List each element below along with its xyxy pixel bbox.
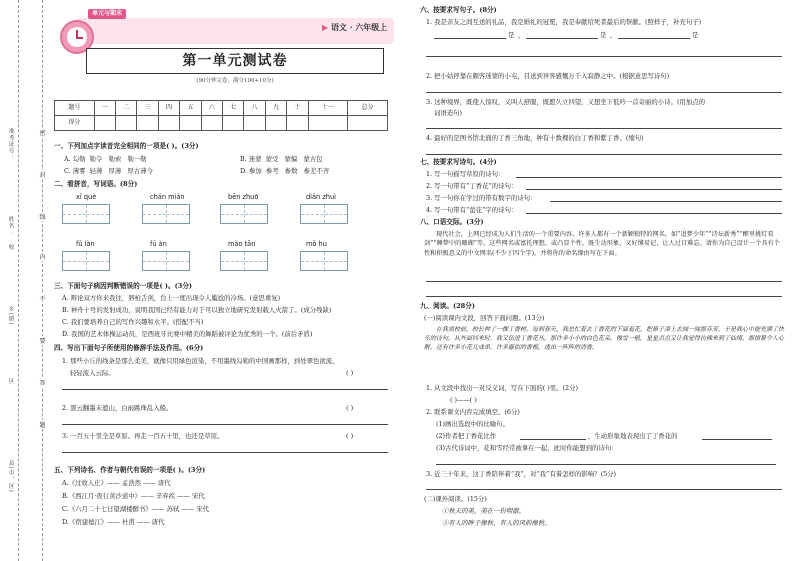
q2-title: 二、看拼音，写词语。(8分) (54, 180, 138, 188)
answer-line[interactable] (526, 38, 598, 39)
q1-option-b[interactable]: B. 迷蒙 蒙受 蒙骗 蒙古包 (240, 155, 323, 163)
q4-item-1: 1. 那些小丘的线条是那么柔美，就像只用绿色渲染，不用墨线勾勒的中国画那样，到处翠色欲流， (62, 357, 339, 365)
answer-line[interactable] (618, 38, 690, 39)
q1-option-d[interactable]: D. 参加 参考 参数 参差不齐 (240, 167, 330, 175)
q4-item-1-cont: 轻轻流入云际。 (70, 369, 115, 377)
pinyin-label: chán mián (150, 193, 185, 201)
q9-part2: (二)课外阅读。(15分) (424, 495, 487, 503)
answer-line[interactable] (550, 201, 782, 202)
q9-title: 九、阅读。(28分) (420, 302, 475, 310)
answer-line[interactable] (526, 189, 782, 190)
answer-line[interactable] (62, 389, 388, 390)
q5-option-b[interactable]: B.《西江月·夜行黄沙道中》—— 辛弃疾 —— 宋代 (62, 492, 205, 500)
answer-line[interactable] (520, 439, 586, 440)
writing-grid[interactable] (142, 204, 190, 224)
writing-grid[interactable] (62, 251, 110, 271)
score-cell: 七 (223, 101, 244, 116)
q9-question-1: 1. 从文段中找出一对反义词，写在下面的( )里。(2分) (426, 384, 579, 392)
writing-grid[interactable] (220, 204, 268, 224)
score-input-cell[interactable] (158, 116, 179, 131)
q5-title: 五、下列诗名、作者与朝代有误的一项是( )。(3分) (54, 466, 206, 474)
score-input-cell[interactable] (137, 116, 158, 131)
answer-line[interactable] (426, 489, 782, 490)
q6-word: 是 (600, 31, 607, 39)
score-input-cell[interactable] (348, 116, 388, 131)
q6-word: 是 (508, 31, 515, 39)
q7-item-3: 3. 写一句你在学过的带有数字的诗句： (426, 194, 537, 202)
answer-line[interactable] (702, 439, 772, 440)
answer-line[interactable] (426, 154, 782, 155)
q3-option-d[interactable]: D. 我国的艺术体操运动员，是西班牙比赛中精美的舞蹈被评论为优秀的一个。(前后矛盾) (62, 330, 313, 338)
answer-paren[interactable]: ( ) (346, 432, 354, 440)
q7-title: 七、按要求写诗句。(4分) (420, 158, 497, 166)
writing-grid[interactable] (62, 204, 110, 224)
q9-question-3: 3. 近三十年来，这丁香陪伴着“我”，对“我”有着怎样的影响？(5分) (426, 470, 617, 478)
score-input-cell[interactable] (180, 116, 201, 131)
binder-line (42, 0, 43, 561)
writing-grid[interactable] (142, 251, 190, 271)
q4-item-2: 2. 黑云翻墨未遮山，白雨跳珠乱入船。 (62, 404, 173, 412)
q5-option-a[interactable]: A.《过故人庄》—— 孟浩然 —— 唐代 (62, 479, 171, 487)
score-input-cell[interactable] (116, 116, 137, 131)
q1-option-c[interactable]: C. 薄雾 轻薄 厚薄 厚古薄今 (64, 167, 153, 175)
answer-paren[interactable]: ( ) (346, 404, 354, 412)
seal-char: 不 (39, 296, 46, 303)
q6-item-2: 2. 把小姑停靠在颇客迷蒙的小屯，目送到异客感慨万千入寂静之中。(根据意思写诗句) (426, 72, 670, 80)
q3-option-c[interactable]: C. 我们要培养自己的写作兴趣和水平。(搭配不当) (62, 318, 204, 326)
q5-option-d[interactable]: D.《宿建德江》—— 杜甫 —— 唐代 (62, 518, 165, 526)
unit-tag: 单元与期末 (88, 9, 126, 19)
score-header-row (55, 101, 388, 116)
seal-char: 内 (39, 254, 46, 261)
q5-option-c[interactable]: C.《六月二十七日望湖楼醉书》—— 苏轼 —— 宋代 (62, 505, 209, 513)
score-cell: 十 (287, 101, 308, 116)
binder-strip (0, 0, 50, 561)
score-input-cell[interactable] (94, 116, 115, 131)
subject-label (322, 22, 387, 33)
score-cell: 九 (265, 101, 286, 116)
seal-char: 密 (39, 130, 46, 137)
page-title: 第一单元测试卷 (86, 48, 384, 74)
score-input-cell[interactable] (223, 116, 244, 131)
answer-line[interactable] (426, 56, 782, 57)
page-subtitle: (90分钟完卷，满分100+10分) (196, 78, 274, 84)
q7-item-4: 4. 写一句带有“萤花”字的诗句： (426, 206, 518, 214)
answer-line[interactable] (526, 213, 782, 214)
score-cell: 一 (94, 101, 115, 116)
q9-antonym-blank[interactable]: ( )——( ) (450, 396, 477, 404)
q7-item-2: 2. 写一句带有“丁香花”的诗句： (426, 182, 518, 190)
q3-option-a[interactable]: A. 辩论双方你来我往，唇枪舌剑，台上一度出现令人尴尬的冷场。(意思重复) (62, 294, 281, 302)
q6-word: 是 (692, 31, 699, 39)
q9-poem-line-2: ②有人的眸子像秋，有人的风韵像秋。 (442, 519, 551, 527)
q9-passage: 在我离校前，校长种了一棵丁香树。每到春天，我总忙着去丁香花的下面看花，把鼻子凑上去闻一闻那芬芳，于是我心中便充满了快乐的诗句。从外面回来时，我又钻进丁香花丛，那许多小小的白色花朵，像雪一般，星星点点又让我觉得仿佛来到了仙境。那情景令人心醉，还有许多小花儿成串，许多藤似的香根，透出一阵阵的清香。 (424, 326, 785, 351)
q9-poem-line-1: ①秋天的美，美在一份明澈。 (442, 507, 526, 515)
pinyin-label: bēn zhuō (228, 193, 259, 201)
answer-paren[interactable]: ( ) (346, 369, 354, 377)
answer-line[interactable] (436, 464, 776, 465)
q8-text: 现代社会，上网已经成为人们生活的一个重要内容。许多人都有一个新颖独特的网名，如“追梦少年”“诗坛新秀”“醉里挑灯看剑”“睡梦中的珊瑚”等。这些网名或富托理想，或凸显个性，既生动形象，又好懂易记，让人过目难忘。请你为自己设计一个具有个性和积极意义的中文网名(不少于四个字)，并将你的命名缘由写在下面。 (424, 231, 780, 257)
q3-option-b[interactable]: B. 神舟十号的发射成功，说明我国已经有能力对于可以独立地研究发射载人火箭了。(成分残缺) (62, 306, 332, 314)
seal-char: 要 (39, 338, 46, 345)
play-icon: ▶ (322, 22, 331, 32)
q3-title: 三、下面句子病因判断错误的一项是( )。(3分) (54, 282, 193, 290)
q9-question-2: 2. 联系课文内容完成填空。(6分) (426, 408, 520, 416)
score-value-row (55, 116, 388, 131)
answer-line[interactable] (426, 281, 782, 282)
seal-char: 答 (39, 380, 46, 387)
answer-line[interactable] (426, 296, 782, 297)
left-column (50, 0, 395, 561)
score-cell: 四 (158, 101, 179, 116)
score-cell: 得分 (55, 116, 95, 131)
score-input-cell[interactable] (265, 116, 286, 131)
score-input-cell[interactable] (308, 116, 348, 131)
q6-item-1: 1. 我是亲友之间互送的礼品，我是婚礼的冠冕，我是奉献给死者最后的祭献。(照样子，补充句子) (426, 18, 702, 26)
seal-char: 题 (39, 422, 46, 429)
county-label: 县(市、区) (7, 460, 14, 493)
q4-item-3: 3. 一百五十里全是草原。再走一百五十里，也还是草原。 (62, 432, 224, 440)
pinyin-label: fú àn (150, 240, 167, 248)
exam-id-label: 准考证号： (7, 128, 14, 161)
q6-title: 六、按要求写句子。(8分) (420, 6, 497, 14)
score-cell: 题号 (55, 101, 95, 116)
score-cell: 五 (180, 101, 201, 116)
q9-part1: (一)阅读课内文段，回答下面问题。(13分) (424, 314, 545, 322)
writing-grid[interactable] (300, 251, 348, 271)
pinyin-label: mào tān (228, 240, 256, 248)
writing-grid[interactable] (220, 251, 268, 271)
writing-grid[interactable] (300, 204, 348, 224)
score-cell: 总分 (348, 101, 388, 116)
q4-title: 四、写出下面句子所使用的修辞手法及作用。(6分) (54, 344, 204, 352)
q9-question-2-2b: ，生动形象地表现出了丁香花的 (588, 432, 678, 440)
q6-item-3-cont: 词语造句) (434, 109, 463, 117)
q1-title: 一、下列加点字读音完全相同的一项是( )。(3分) (54, 142, 199, 150)
q9-question-2-2: (2)作者把丁香花比作 (436, 432, 497, 440)
answer-line[interactable] (426, 128, 782, 129)
q7-item-1: 1. 写一句描写草原的诗句： (426, 170, 505, 178)
q6-word: ， (610, 31, 617, 39)
score-cell: 三 (137, 101, 158, 116)
score-cell: 六 (201, 101, 222, 116)
score-cell: 二 (116, 101, 137, 116)
q6-item-3: 3. 这种境界，既使人惊叹，又叫人舒服，既愿久立四望，又想坐下低吟一首奇丽的小诗。(用加点的 (426, 98, 706, 106)
score-input-cell[interactable] (201, 116, 222, 131)
right-column (416, 0, 791, 561)
score-cell: 十一 (308, 101, 348, 116)
pinyin-label: xǐ què (76, 193, 97, 201)
subject-text: 语文 · 六年级上 (330, 22, 388, 32)
q6-item-4: 4. 最好的是图书馆北面的丁香三角地，种有十数棵的白丁香和紫丁香。(缩句) (426, 134, 644, 142)
binder-line (18, 0, 19, 561)
answer-line[interactable] (62, 424, 388, 425)
school-label: 校 (7, 244, 14, 251)
q1-option-a[interactable]: A. 勾勒 勒令 勒索 勒一勒 (64, 155, 147, 163)
pinyin-label: fǔ làn (76, 240, 95, 248)
answer-line[interactable] (434, 38, 506, 39)
district-label: 区 (7, 378, 14, 385)
q9-question-2-3: (3)古代诗词中，花和雪经常被拿在一起，此时你能想到的诗句： (436, 444, 618, 452)
seal-char: 封 (39, 172, 46, 179)
score-input-cell[interactable] (244, 116, 265, 131)
score-input-cell[interactable] (287, 116, 308, 131)
answer-line[interactable] (516, 177, 782, 178)
answer-line[interactable] (62, 452, 388, 453)
score-table (54, 100, 388, 131)
name-label: 姓名： (7, 216, 14, 236)
pinyin-label: mǒ hu (306, 240, 327, 248)
q6-word: ， (518, 31, 525, 39)
answer-line[interactable] (426, 92, 782, 93)
q8-title: 八、口语交际。(3分) (420, 218, 484, 226)
score-cell: 八 (244, 101, 265, 116)
pinyin-label: diǎn zhuì (306, 193, 336, 201)
seal-char: 线 (39, 214, 46, 221)
township-label: 乡(镇) (7, 306, 14, 326)
q9-question-2-1: (1)画出选段中的比喻句。 (436, 420, 509, 428)
